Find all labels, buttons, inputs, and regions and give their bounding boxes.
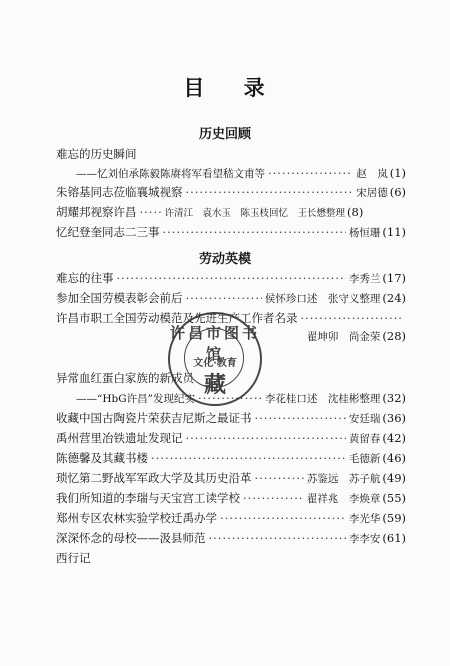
toc-entry: 西行记	[56, 551, 91, 565]
toc-entry: 禹州营里冶铁遗址发现记 ····· 黄留春 (42)	[56, 430, 406, 446]
toc-entry: 陈德馨及其藏书楼 ····· 毛德新 (46)	[56, 450, 406, 466]
title-char-2: 录	[243, 75, 267, 100]
section-history: 历史回顾	[198, 127, 251, 142]
toc-entry: 翟坤卯 尚金荣 (28)	[306, 329, 406, 343]
toc-entry: 郑州专区农林实验学校迁禹办学 ····· 李光华 (59)	[56, 510, 406, 526]
stamp-middle-text: 文化·教育	[193, 358, 237, 369]
toc-entry: ——忆刘伯承陈毅陈赓将军看望嵇文甫等 ····· 赵 岚 (1)	[76, 165, 406, 181]
toc-entry: 难忘的历史瞬间	[56, 147, 137, 161]
toc-entry: 深深怀念的母校——汲县师范 ····· 李李安 (61)	[56, 530, 406, 546]
toc-entry: 琐忆第二野战军军政大学及其历史沿革 ····· 苏鉴远 苏子航 (49)	[56, 470, 406, 486]
library-stamp	[168, 312, 262, 406]
toc-entry: 难忘的往事 ····· 李秀兰 (17)	[56, 270, 406, 286]
toc-entry: 我们所知道的李瑞与天宝宫工读学校 ····· 翟祥兆 李焕章 (55)	[56, 490, 406, 506]
toc-entry: ——“HbG许昌”发现纪实 ····· 李花桂口述 沈桂彬整理 (32)	[76, 390, 406, 406]
toc-entry: 参加全国劳模表彰会前后 ····· 侯怀珍口述 张守义整理 (24)	[56, 290, 406, 306]
section-labor: 劳动英模	[198, 252, 251, 267]
toc-entry: 异常血红蛋白家族的新成员	[56, 371, 194, 385]
toc-entry: 忆纪登奎同志二三事 ····· 杨恒珊 (11)	[56, 224, 406, 240]
toc-entry: 朱镕基同志莅临襄城视察 ····· 宋居德 (6)	[56, 184, 406, 200]
title-char-1: 目	[183, 75, 207, 100]
stamp-bottom-text: 藏	[203, 372, 226, 398]
toc-entry: 许昌市职工全国劳动模范及先进生产工作者名录 ·····	[56, 310, 406, 326]
toc-entry: 胡耀邦视察许昌 ····· 许清江 袁水玉 陈玉枝回忆 王长懋整理 (8)	[56, 204, 406, 220]
page-title	[0, 72, 450, 102]
stamp-top-text: 许昌市图书馆	[170, 324, 261, 363]
toc-entry: 收藏中国古陶瓷片荣获吉尼斯之最证书 ····· 安廷瑞 (36)	[56, 410, 406, 426]
